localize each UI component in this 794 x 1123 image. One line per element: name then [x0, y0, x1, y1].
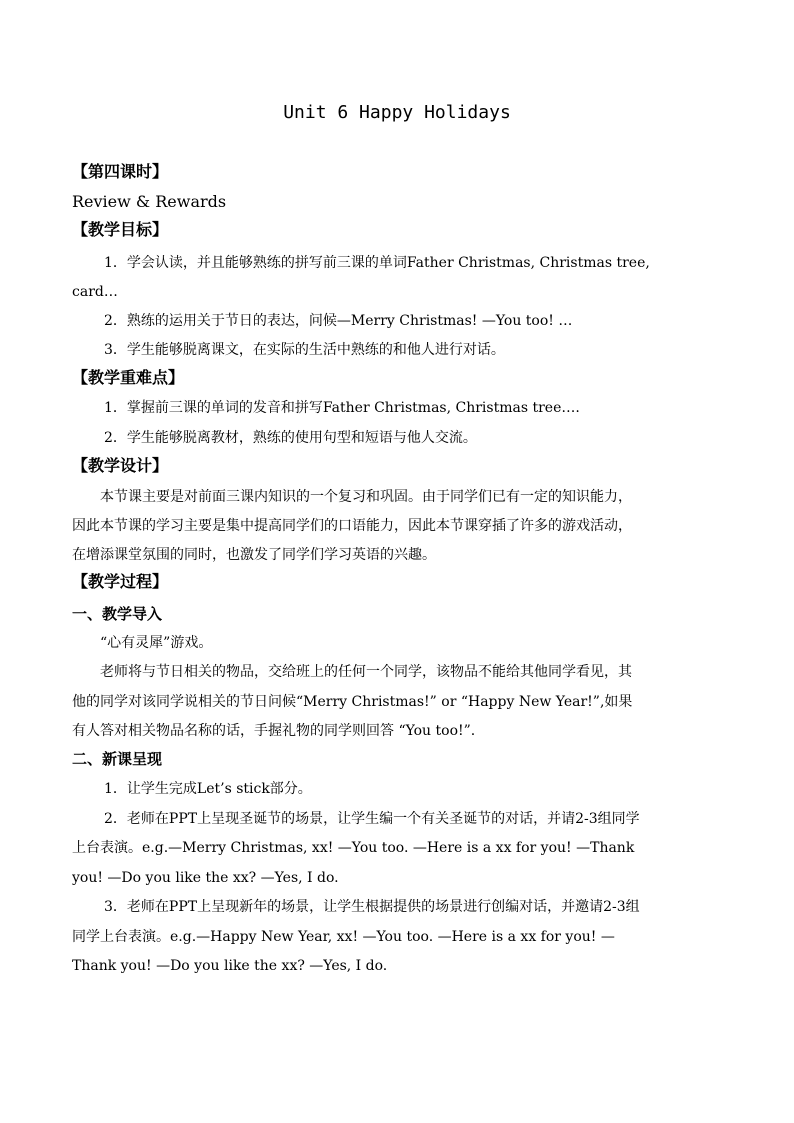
section-2-item-3-line-3: Thank you! —Do you like the xx? —Yes, I do. — [72, 958, 388, 974]
process-heading: 【教学过程】 — [72, 572, 169, 591]
section-2-item-2-line-2: 上台表演。e.g.—Merry Christmas, xx! —You too. —Here is a xx for you! —Thank — [72, 840, 635, 856]
section-1-heading: 一、教学导入 — [72, 605, 163, 623]
objective-item-3: 3．学生能够脱离课文，在实际的生活中熟练的和他人进行对话。 — [104, 342, 505, 358]
section-2-item-2-line-1: 2．老师在PPT上呈现圣诞节的场景，让学生编一个有关圣诞节的对话，并请2-3组同学 — [104, 811, 640, 827]
objective-item-1-line-1: 1．学会认读，并且能够熟练的拼写前三课的单词Father Christmas, Christmas tree, — [104, 255, 650, 271]
lesson-label: 【第四课时】 — [72, 162, 169, 181]
section-2-item-1: 1．让学生完成Let’s stick部分。 — [104, 781, 312, 797]
lesson-subtitle: Review & Rewards — [72, 192, 227, 211]
design-heading: 【教学设计】 — [72, 456, 169, 475]
section-1-line-3: 有人答对相关物品名称的话，手握礼物的同学则回答 “You too!”. — [72, 723, 476, 739]
section-2-item-3-line-2: 同学上台表演。e.g.—Happy New Year, xx! —You too. —Here is a xx for you! — — [72, 929, 615, 945]
design-line-3: 在增添课堂氛围的同时，也激发了同学们学习英语的兴趣。 — [72, 547, 436, 563]
section-1-line-2: 他的同学对该同学说相关的节日问候“Merry Christmas!” or “Happy New Year!”,如果 — [72, 694, 633, 710]
objective-item-2: 2．熟练的运用关于节日的表达，问候—Merry Christmas! —You too! … — [104, 313, 573, 329]
objectives-heading: 【教学目标】 — [72, 220, 169, 239]
objective-item-1-line-2: card… — [72, 284, 118, 300]
section-2-heading: 二、新课呈现 — [72, 750, 163, 768]
section-1-line-1: 老师将与节日相关的物品，交给班上的任何一个同学，该物品不能给其他同学看见，其 — [100, 664, 632, 680]
section-2-item-2-line-3: you! —Do you like the xx? —Yes, I do. — [72, 870, 339, 886]
document-title: Unit 6 Happy Holidays — [283, 102, 511, 123]
design-line-1: 本节课主要是对前面三课内知识的一个复习和巩固。由于同学们已有一定的知识能力， — [100, 489, 632, 505]
key-points-heading: 【教学重难点】 — [72, 368, 185, 387]
section-1-game: “心有灵犀”游戏。 — [100, 635, 213, 651]
key-point-item-1: 1．掌握前三课的单词的发音和拼写Father Christmas, Christmas tree…. — [104, 400, 580, 416]
design-line-2: 因此本节课的学习主要是集中提高同学们的口语能力，因此本节课穿插了许多的游戏活动， — [72, 518, 632, 534]
key-point-item-2: 2．学生能够脱离教材，熟练的使用句型和短语与他人交流。 — [104, 430, 477, 446]
section-2-item-3-line-1: 3．老师在PPT上呈现新年的场景，让学生根据提供的场景进行创编对话，并邀请2-3组 — [104, 899, 640, 915]
